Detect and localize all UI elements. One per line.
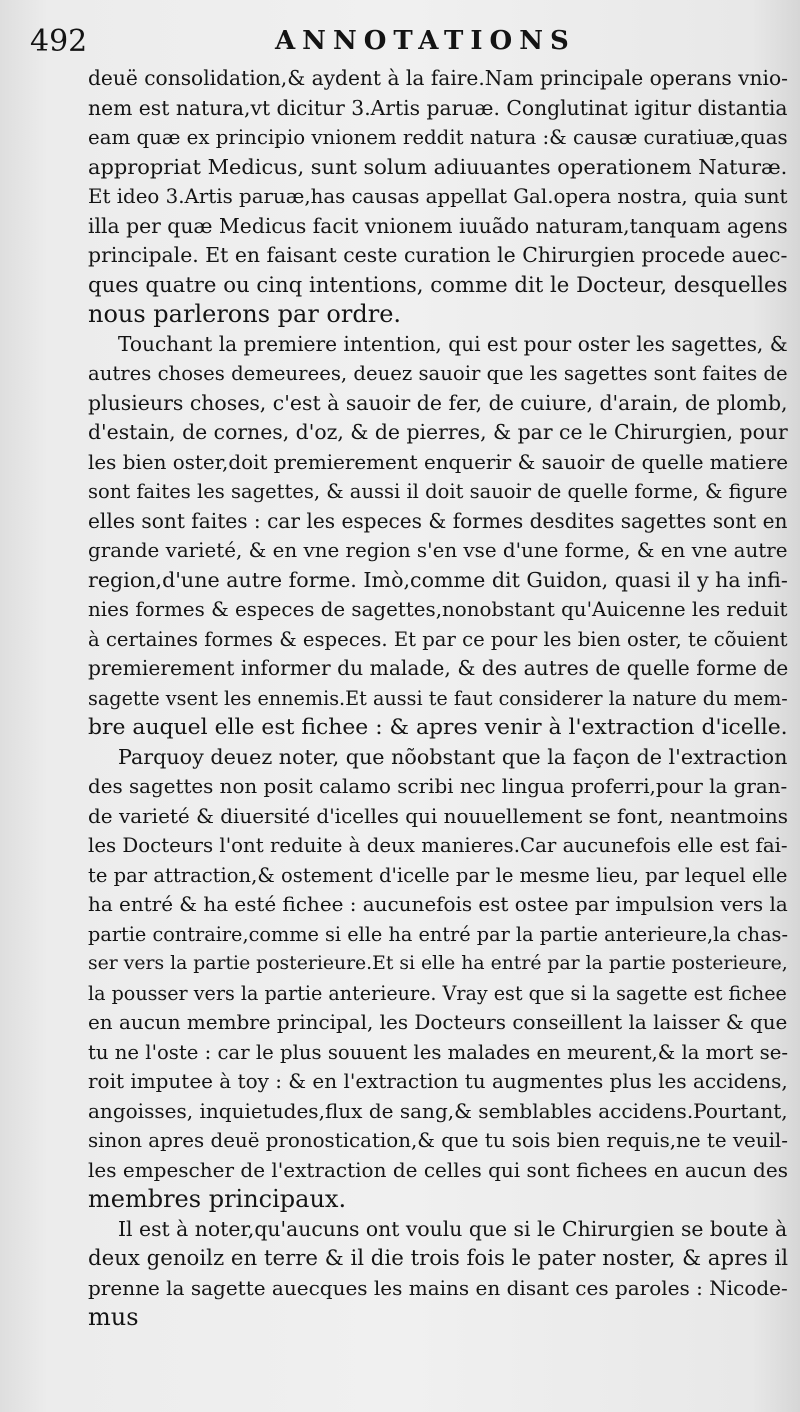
text-line: grande varieté, & en vne region s'en vse d'une forme, & en vne autre [88,539,788,562]
text-line: nies formes & especes de sagettes,nonobstant qu'Auicenne les reduit [88,598,788,621]
text-line: ques quatre ou cinq intentions, comme dit le Docteur, desquelles [88,272,788,298]
text-line: à certaines formes & especes. Et par ce pour les bien oster, te cõuient [88,627,788,651]
text-line: premierement informer du malade, & des autres de quelle forme de [88,656,788,680]
text-line: region,d'une autre forme. Imò,comme dit Guidon, quasi il y ha infi- [88,567,788,592]
text-line: mus [88,1303,139,1331]
text-line: membres principaux. [88,1185,347,1213]
text-line: nem est natura,vt dicitur 3.Artis paruæ. Conglutinat igitur distantia [88,95,788,120]
text-line: les bien oster,doit premierement enquerir & sauoir de quelle matiere [88,450,788,474]
text-line: tu ne l'oste : car le plus souuent les malades en meurent,& la mort se- [88,1040,788,1064]
page-header [0,18,800,62]
paragraph [88,1215,788,1333]
text-line: des sagettes non posit calamo scribi nec lingua proferri,pour la gran- [88,775,788,798]
text-line: elles sont faites : car les especes & formes desdites sagettes sont en [88,508,788,533]
text-line: la pousser vers la partie anterieure. Vray est que si la sagette est fichee [88,981,787,1005]
text-line: Parquoy deuez noter, que nõobstant que la façon de l'extraction [118,744,788,769]
text-line: nous parlerons par ordre. [88,300,402,328]
text-line: en aucun membre principal, les Docteurs conseillent la laisser & que [88,1010,788,1034]
text-line: sagette vsent les ennemis.Et aussi te faut considerer la nature du mem- [88,686,788,710]
text-line: illa per quæ Medicus facit vnionem iuuãdo naturam,tanquam agens [88,213,788,238]
paragraph [88,64,788,330]
text-line: Et ideo 3.Artis paruæ,has causas appellat Gal.opera nostra, quia sunt [88,185,788,208]
text-line: partie contraire,comme si elle ha entré par la partie anterieure,la chas- [88,922,788,946]
text-line: d'estain, de cornes, d'oz, & de pierres, & par ce le Chirurgien, pour [88,420,788,444]
text-line: te par attraction,& ostement d'icelle par le mesme lieu, par lequel elle [88,863,788,887]
text-line: autres choses demeurees, deuez sauoir que les sagettes sont faites de [88,362,788,385]
text-line: Il est à noter,qu'aucuns ont voulu que si le Chirurgien se boute à [118,1216,788,1241]
page-number: 492 [30,24,88,59]
text-line: sont faites les sagettes, & aussi il doit sauoir de quelle forme, & figure [88,480,788,503]
text-line: prenne la sagette auecques les mains en disant ces paroles : Nicode- [88,1275,788,1300]
text-line: ha entré & ha esté fichee : aucunefois est ostee par impulsion vers la [88,893,788,916]
text-line: ser vers la partie posterieure.Et si elle ha entré par la partie posterieure, [88,953,788,974]
text-line: angoisses, inquietudes,flux de sang,& semblables accidens.Pourtant, [88,1098,788,1123]
text-line: les Docteurs l'ont reduite à deux manieres.Car aucunefois elle est fai- [88,834,788,857]
paragraph [88,330,788,743]
text-line: les empescher de l'extraction de celles qui sont fichees en aucun des [88,1157,788,1182]
text-line: sinon apres deuë pronostication,& que tu sois bien requis,ne te veuil- [88,1129,788,1152]
text-line: deux genoilz en terre & il die trois fois le pater noster, & apres il [88,1246,788,1271]
text-line: bre auquel elle est fichee : & apres venir à l'extraction d'icelle. [88,715,788,740]
text-line: roit imputee à toy : & en l'extraction tu augmentes plus les accidens, [88,1069,788,1093]
text-line: plusieurs choses, c'est à sauoir de fer, de cuiure, d'arain, de plomb, [88,390,788,415]
paragraph [88,743,788,1215]
text-line: appropriat Medicus, sunt solum adiuuantes operationem Naturæ. [88,154,788,179]
text-line: Touchant la premiere intention, qui est pour oster les sagettes, & [118,331,788,356]
text-line: eam quæ ex principio vnionem reddit natura :& causæ curatiuæ,quas [88,126,788,149]
text-line: deuë consolidation,& aydent à la faire.Nam principale operans vnio- [88,66,788,90]
running-head: ANNOTATIONS [275,26,576,56]
text-line: de varieté & diuersité d'icelles qui nouuellement se font, neantmoins [88,803,788,828]
body-text [88,64,788,1333]
text-line: principale. Et en faisant ceste curation le Chirurgien procede auec- [88,243,788,267]
